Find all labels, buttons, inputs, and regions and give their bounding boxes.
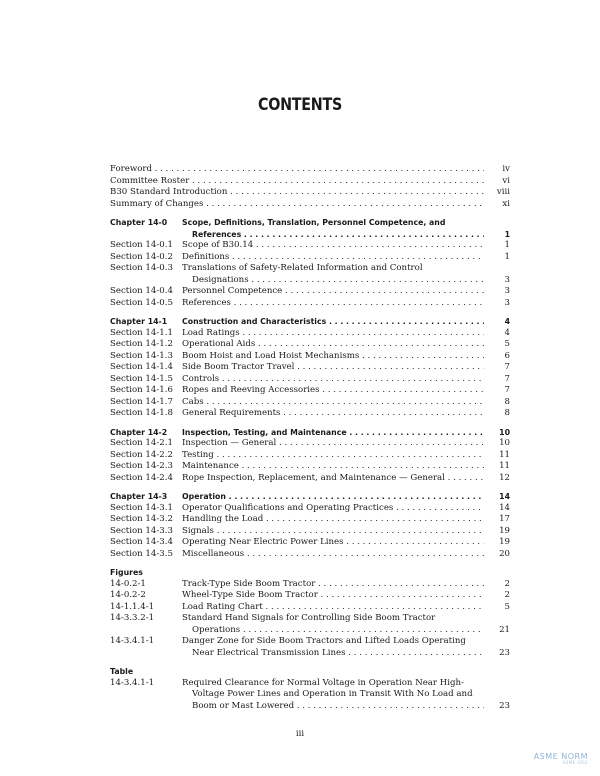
toc-section-entry xyxy=(110,374,510,386)
toc-section-entry xyxy=(110,252,510,264)
watermark-subtext: ASME.ORG xyxy=(562,760,588,765)
toc-section-entry-label: Section 14-1.1 xyxy=(110,327,173,338)
table-heading: Table xyxy=(110,667,134,676)
toc-chapter-entry-label: Chapter 14-0 xyxy=(110,218,168,227)
toc-section-entry-page: 7 xyxy=(504,385,510,395)
toc-front-entry xyxy=(110,164,510,176)
toc-section-entry-page: 7 xyxy=(504,373,510,384)
toc-table-entry-label: 14-3.4.1-1 xyxy=(110,677,155,688)
toc-section-entry xyxy=(110,438,510,450)
toc-figure-entry-title: Operations . . . xyxy=(192,625,484,635)
toc-front-entry-title: B30 Standard Introduction . . . xyxy=(110,187,484,197)
toc-section-entry-title: Controls . . . xyxy=(182,374,484,384)
toc-section-entry xyxy=(110,549,510,561)
toc-section-entry-title: Operating Near Electric Power Lines . . . xyxy=(182,537,484,547)
toc-chapter-entry-title: References . . . xyxy=(192,230,484,239)
toc-section-entry-title: Inspection — General . . . xyxy=(182,438,484,448)
toc-table-entry-title-wrap xyxy=(192,689,484,701)
toc-section-entry-page: 12 xyxy=(499,472,510,483)
toc-figure-entry-page: 5 xyxy=(504,601,510,612)
toc-section-entry xyxy=(110,473,510,485)
toc-chapter-entry xyxy=(110,316,510,328)
toc-section-entry-title: Side Boom Tractor Travel . . . xyxy=(182,362,484,372)
toc-section-entry xyxy=(110,351,510,363)
toc-section-entry-label: Section 14-3.4 xyxy=(110,537,173,547)
toc-section-entry-title-wrap xyxy=(182,339,484,351)
toc-section-entry xyxy=(110,537,510,549)
toc-section-entry-title-wrap xyxy=(182,286,484,298)
toc-section-entry-label: Section 14-3.2 xyxy=(110,514,173,524)
toc-chapter-entry-label: Chapter 14-2 xyxy=(110,427,168,437)
toc-front-entry-page: iv xyxy=(502,164,510,174)
toc-section-entry-title: Scope of B30.14 . . . xyxy=(182,240,484,250)
toc-table-entry-title-wrap xyxy=(182,678,484,690)
toc-section-entry-title: References . . . xyxy=(182,298,484,308)
toc-figure-entry xyxy=(110,636,510,648)
toc-table-entry-title-wrap xyxy=(192,701,484,713)
toc-section-entry-page: 1 xyxy=(504,240,510,250)
toc-section-entry-title-wrap xyxy=(182,385,484,397)
toc-figure-entry-page: 21 xyxy=(499,624,510,635)
toc-figure-entry-title-wrap xyxy=(182,602,484,614)
toc-section-entry-title-wrap xyxy=(182,503,484,515)
toc-chapter-entry xyxy=(110,491,510,503)
toc-section-entry xyxy=(110,240,510,252)
toc-figure-entry-label: 14-3.4.1-1 xyxy=(110,636,155,646)
toc-section-entry xyxy=(110,263,510,275)
toc-section-entry-title: Designations . . . xyxy=(192,275,484,285)
toc-section-entry xyxy=(110,328,510,340)
toc-chapter-entry-continued xyxy=(110,229,510,241)
toc-figure-entry-page: 2 xyxy=(504,590,510,600)
toc-section-entry-label: Section 14-1.3 xyxy=(110,350,173,361)
toc-chapter-entry-title: Operation . . . xyxy=(182,492,484,501)
toc-figure-entry-title-wrap xyxy=(182,590,484,602)
toc-section-entry-page: 19 xyxy=(499,537,510,547)
toc-table-entry-page: 23 xyxy=(499,700,510,711)
toc-section-entry-page: 10 xyxy=(499,438,510,448)
toc-figure-entry-page: 2 xyxy=(504,578,510,589)
toc-section-entry-page: 7 xyxy=(504,362,510,372)
toc-section-entry-title-wrap xyxy=(182,240,484,252)
toc-section-entry-page: 11 xyxy=(499,449,510,460)
toc-section-entry-title-wrap xyxy=(182,351,484,363)
toc-section-entry xyxy=(110,450,510,462)
toc-section-entry-title-wrap xyxy=(182,298,484,310)
toc-chapter-entry-page: 1 xyxy=(504,229,510,239)
toc-section-entry-title: Cabs . . . xyxy=(182,397,484,407)
toc-figure-entry-label: 14-1.1.4-1 xyxy=(110,601,155,612)
toc-chapter-entry-title-wrap xyxy=(192,229,484,241)
toc-section-entry-continued xyxy=(110,275,510,287)
toc-figure-entry-continued xyxy=(110,648,510,660)
toc-section-entry-label: Section 14-1.4 xyxy=(110,362,173,372)
toc-section-entry-title-wrap xyxy=(182,362,484,374)
toc-section-entry-page: 8 xyxy=(504,396,510,407)
toc-table-entry-title: Voltage Power Lines and Operation in Transit With No Load and xyxy=(192,689,473,699)
toc-section-entry-page: 5 xyxy=(504,339,510,349)
toc-section-entry-title-wrap xyxy=(182,537,484,549)
table-of-contents xyxy=(110,164,510,712)
toc-chapter-entry-title: Construction and Characteristics . . . xyxy=(182,317,484,326)
toc-section-entry-title-wrap xyxy=(182,408,484,420)
toc-figure-entry-label: 14-0.2-2 xyxy=(110,590,146,600)
toc-section-entry-title: Personnel Competence . . . xyxy=(182,286,484,296)
toc-section-entry-label: Section 14-0.5 xyxy=(110,297,173,308)
toc-front-entry-title-wrap xyxy=(110,176,484,188)
toc-section-entry-title-wrap xyxy=(192,275,484,287)
toc-section-entry-label: Section 14-3.5 xyxy=(110,548,173,559)
toc-section-entry-title: Signals . . . xyxy=(182,526,484,536)
toc-figure-entry-title: Track-Type Side Boom Tractor . . . xyxy=(182,579,484,589)
toc-section-entry-page: 8 xyxy=(504,408,510,418)
toc-table-entry-continued xyxy=(110,701,510,713)
toc-chapter-entry-page: 10 xyxy=(499,427,510,437)
toc-figure-entry-title: Danger Zone for Side Boom Tractors and Lifted Loads Operating xyxy=(182,636,466,646)
toc-section-entry-title-wrap xyxy=(182,374,484,386)
toc-section-entry-page: 4 xyxy=(504,327,510,338)
toc-figure-entry-label: 14-0.2-1 xyxy=(110,578,146,589)
toc-figure-entry-title-wrap xyxy=(192,625,484,637)
toc-chapter-entry-page: 14 xyxy=(499,492,510,501)
toc-figure-entry-title: Standard Hand Signals for Controlling Side Boom Tractor xyxy=(182,613,436,623)
toc-section-entry-label: Section 14-3.3 xyxy=(110,525,173,536)
toc-front-entry xyxy=(110,199,510,211)
toc-section-entry-title: Maintenance . . . xyxy=(182,461,484,471)
toc-section-entry-label: Section 14-1.8 xyxy=(110,408,173,418)
toc-figure-entry-title-wrap xyxy=(192,648,484,660)
toc-chapter-entry-title: Inspection, Testing, and Maintenance . . . xyxy=(182,428,484,437)
toc-section-entry-page: 3 xyxy=(504,274,510,285)
toc-section-entry xyxy=(110,385,510,397)
toc-section-entry-title: Translations of Safety-Related Information and Control xyxy=(182,263,423,273)
toc-table-entry-continued xyxy=(110,689,510,701)
toc-chapter-entry-title-wrap xyxy=(182,316,484,328)
toc-front-entry-title: Summary of Changes . . . xyxy=(110,199,484,209)
toc-section-entry-label: Section 14-3.1 xyxy=(110,502,173,513)
toc-section-entry xyxy=(110,397,510,409)
toc-section-entry-title-wrap xyxy=(182,514,484,526)
toc-section-entry-title: Boom Hoist and Load Hoist Mechanisms . . . xyxy=(182,351,484,361)
toc-chapter-entry-label: Chapter 14-1 xyxy=(110,317,168,326)
toc-section-entry-title-wrap xyxy=(182,549,484,561)
toc-section-entry-title: Operational Aids . . . xyxy=(182,339,484,349)
toc-figure-entry-title: Load Rating Chart . . . xyxy=(182,602,484,612)
toc-front-entry-title-wrap xyxy=(110,187,484,199)
toc-section-entry xyxy=(110,503,510,515)
toc-figure-entry-continued xyxy=(110,625,510,637)
toc-section-entry xyxy=(110,408,510,420)
toc-section-entry-title: Ropes and Reeving Accessories . . . xyxy=(182,385,484,395)
toc-section-entry-label: Section 14-2.1 xyxy=(110,438,173,448)
toc-section-entry-label: Section 14-2.4 xyxy=(110,472,173,483)
toc-figure-entry-title-wrap xyxy=(182,579,484,591)
page-title: CONTENTS xyxy=(257,95,343,115)
toc-section-entry-title: General Requirements . . . xyxy=(182,408,484,418)
toc-section-entry-title: Operator Qualifications and Operating Practices . . . xyxy=(182,503,484,513)
toc-section-entry-label: Section 14-2.3 xyxy=(110,461,173,471)
toc-chapter-entry-page: 4 xyxy=(504,317,510,326)
toc-section-entry-title-wrap xyxy=(182,328,484,340)
toc-chapter-entry-title-wrap xyxy=(182,427,484,439)
toc-section-entry xyxy=(110,362,510,374)
toc-front-entry-page: vi xyxy=(502,175,510,186)
toc-section-entry-page: 3 xyxy=(504,286,510,296)
toc-front-entry-title: Foreword . . . xyxy=(110,164,484,174)
toc-section-entry-title-wrap xyxy=(182,263,484,275)
toc-section-entry-label: Section 14-1.5 xyxy=(110,373,173,384)
toc-chapter-entry-title-wrap xyxy=(182,491,484,503)
toc-section-entry-label: Section 14-0.1 xyxy=(110,240,173,250)
toc-table-entry-title: Required Clearance for Normal Voltage in Operation Near High- xyxy=(182,677,464,688)
toc-section-entry-title: Testing . . . xyxy=(182,450,484,460)
figures-heading: Figures xyxy=(110,568,143,577)
toc-section-entry-label: Section 14-1.6 xyxy=(110,385,173,395)
toc-section-entry-page: 6 xyxy=(504,350,510,361)
toc-section-entry xyxy=(110,286,510,298)
toc-section-entry-title: Definitions . . . xyxy=(182,252,484,262)
toc-chapter-entry xyxy=(110,217,510,229)
toc-figure-entry-title-wrap xyxy=(182,613,484,625)
toc-section-entry-page: 19 xyxy=(499,525,510,536)
toc-section-entry-page: 3 xyxy=(504,297,510,308)
toc-section-entry xyxy=(110,298,510,310)
asme-watermark-logo xyxy=(534,752,588,765)
watermark-text: ASME NORM xyxy=(533,752,588,761)
toc-figure-entry-label: 14-3.3.2-1 xyxy=(110,613,155,623)
toc-table-entry xyxy=(110,678,510,690)
toc-section-entry-label: Section 14-1.7 xyxy=(110,396,173,407)
toc-section-entry-title: Handling the Load . . . xyxy=(182,514,484,524)
toc-section-entry-title-wrap xyxy=(182,461,484,473)
toc-chapter-entry-label: Chapter 14-3 xyxy=(110,492,168,501)
toc-section-entry-title-wrap xyxy=(182,438,484,450)
toc-chapter-entry xyxy=(110,427,510,439)
toc-section-entry-label: Section 14-0.4 xyxy=(110,286,173,296)
toc-section-entry-title: Load Ratings . . . xyxy=(182,328,484,338)
toc-figure-entry xyxy=(110,579,510,591)
toc-front-entry xyxy=(110,187,510,199)
toc-section-entry-page: 17 xyxy=(499,514,510,524)
toc-section-entry-label: Section 14-1.2 xyxy=(110,339,173,349)
toc-front-entry xyxy=(110,176,510,188)
toc-figure-entry xyxy=(110,590,510,602)
toc-figure-entry-title-wrap xyxy=(182,636,484,648)
toc-front-entry-title-wrap xyxy=(110,164,484,176)
toc-section-entry-title-wrap xyxy=(182,450,484,462)
toc-section-entry xyxy=(110,339,510,351)
toc-section-entry-page: 1 xyxy=(504,251,510,262)
toc-front-entry-page: xi xyxy=(502,198,510,209)
toc-section-entry-page: 11 xyxy=(499,461,510,471)
toc-figure-entry xyxy=(110,602,510,614)
toc-section-entry-title: Miscellaneous . . . xyxy=(182,549,484,559)
toc-section-entry xyxy=(110,526,510,538)
toc-front-entry-title: Committee Roster . . . xyxy=(110,176,484,186)
toc-section-entry-label: Section 14-0.2 xyxy=(110,251,173,262)
toc-chapter-entry-title-wrap xyxy=(182,217,484,229)
toc-chapter-entry-title: Scope, Definitions, Translation, Personnel Competence, and xyxy=(182,218,446,227)
page-number: iii xyxy=(295,729,305,739)
toc-front-entry-title-wrap xyxy=(110,199,484,211)
toc-figure-entry-page: 23 xyxy=(499,647,510,658)
toc-section-entry-label: Section 14-2.2 xyxy=(110,449,173,460)
toc-section-entry-page: 14 xyxy=(499,502,510,513)
toc-section-entry-title-wrap xyxy=(182,526,484,538)
toc-figure-entry-title: Wheel-Type Side Boom Tractor . . . xyxy=(182,590,484,600)
toc-figure-entry xyxy=(110,613,510,625)
toc-section-entry-page: 20 xyxy=(499,548,510,559)
toc-figure-entry-title: Near Electrical Transmission Lines . . . xyxy=(192,648,484,658)
toc-section-entry-title-wrap xyxy=(182,397,484,409)
toc-section-entry xyxy=(110,514,510,526)
toc-section-entry-title-wrap xyxy=(182,473,484,485)
toc-section-entry-title-wrap xyxy=(182,252,484,264)
toc-section-entry-label: Section 14-0.3 xyxy=(110,263,173,273)
toc-section-entry-title: Rope Inspection, Replacement, and Maintenance — General . . . xyxy=(182,473,484,483)
toc-table-entry-title: Boom or Mast Lowered . . . xyxy=(192,701,484,711)
toc-section-entry xyxy=(110,461,510,473)
toc-front-entry-page: viii xyxy=(496,187,510,197)
